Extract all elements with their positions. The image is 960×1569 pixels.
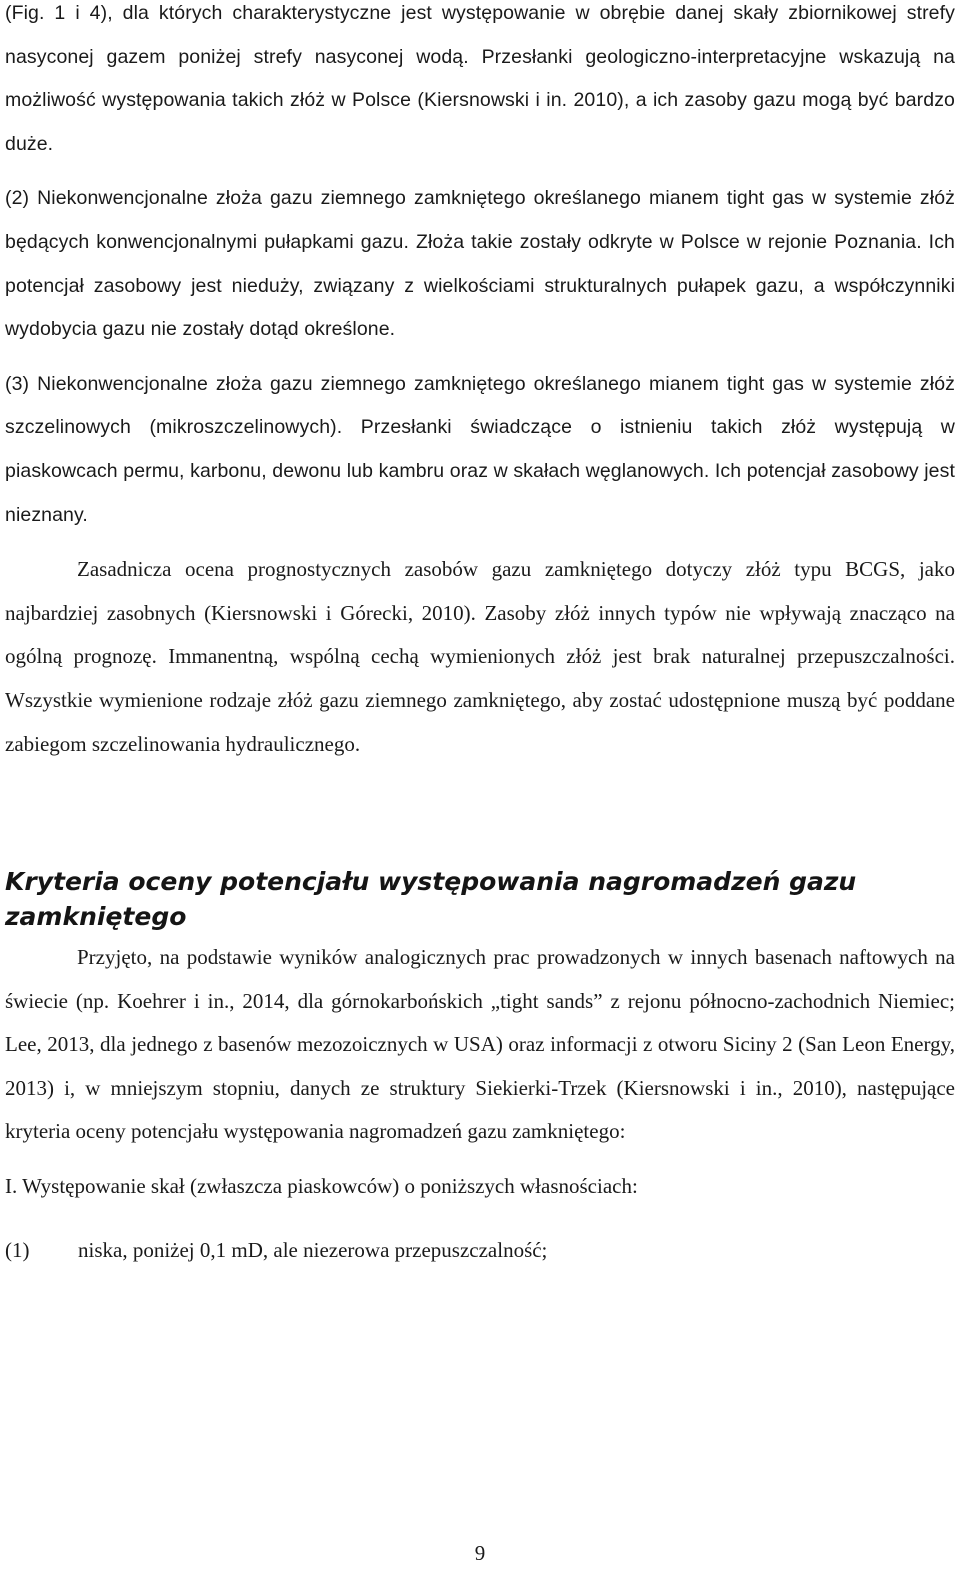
criterion-number: (1): [5, 1237, 30, 1262]
section-heading: Kryteria oceny potencjału występowania nagromadzeń gazu zamkniętego: [5, 867, 857, 932]
criterion-heading: I. Występowanie skał (zwłaszcza piaskowców) o poniższych własnościach:: [5, 1174, 638, 1199]
paragraph-type-3: (3) Niekonwencjonalne złoża gazu ziemnego zamkniętego określanego mianem tight gas w systemie złóż szczelinowych (mikroszczelinowych). Przesłanki świadczące o istnieniu takich złóż występują w piaskowcach permu, karbonu, dewonu lub kambru oraz w skałach węglanowych. Ich potencjał zasobowy jest nieznany.: [5, 372, 955, 526]
page-number: 9: [474, 1541, 486, 1565]
document-page: [5, 0, 955, 1272]
paragraph-type-2: (2) Niekonwencjonalne złoża gazu ziemnego zamkniętego określanego mianem tight gas w systemie złóż będących konwencjonalnymi pułapkami gazu. Złoża takie zostały odkryte w Polsce w rejonie Poznania. Ich potencjał zasobowy jest nieduży, związany z wielkościami strukturalnych pułapek gazu, a współczynniki wydobycia gazu nie zostały dotąd określone.: [5, 187, 955, 341]
criterion-list-item: [5, 1229, 955, 1273]
paragraph-intro-continued: (Fig. 1 i 4), dla których charakterystyczne jest występowanie w obrębie danej skały zbiornikowej strefy nasyconej gazem poniżej strefy nasyconej wodą. Przesłanki geologiczno-interpretacyjne wskazują na możliwość występowania takich złóż w Polsce (Kiersnowski i in. 2010), a ich zasoby gazu mogą być bardzo duże.: [5, 2, 955, 155]
paragraph-criteria-intro: Przyjęto, na podstawie wyników analogicznych prac prowadzonych w innych basenach naftowych na świecie (np. Koehrer i in., 2014, dla górnokarbońskich „tight sands” z rejonu północno-zachodnich Niemiec; Lee, 2013, dla jednego z basenów mezozoicznych w USA) oraz informacji z otworu Siciny 2 (San Leon Energy, 2013) i, w mniejszym stopniu, danych ze struktury Siekierki-Trzek (Kiersnowski i in., 2010), następujące kryteria oceny potencjału występowania nagromadzeń gazu zamkniętego:: [5, 945, 955, 1144]
criterion-text: niska, poniżej 0,1 mD, ale niezerowa przepuszczalność;: [78, 1237, 548, 1262]
paragraph-assessment: Zasadnicza ocena prognostycznych zasobów gazu zamkniętego dotyczy złóż typu BCGS, jako najbardziej zasobnych (Kiersnowski i Górecki, 2010). Zasoby złóż innych typów nie wpływają znacząco na ogólną prognozę. Immanentną, wspólną cechą wymienionych złóż jest brak naturalnej przepuszczalności. Wszystkie wymienione rodzaje złóż gazu ziemnego zamkniętego, aby zostać udostępnione muszą być poddane zabiegom szczelinowania hydraulicznego.: [5, 557, 955, 756]
